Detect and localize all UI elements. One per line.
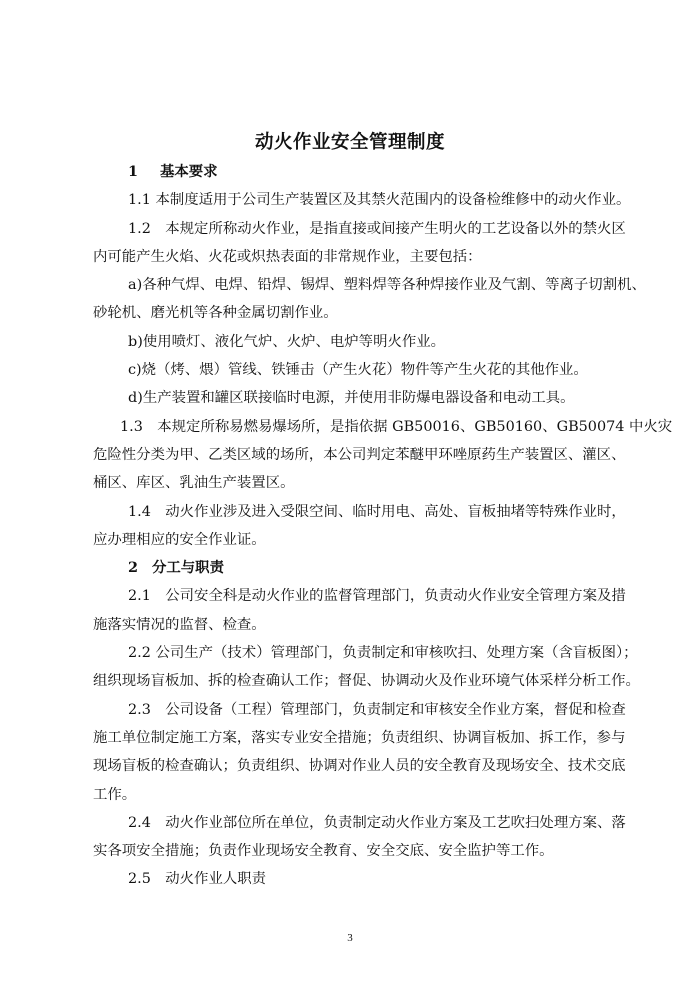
paragraph [93, 384, 615, 412]
paragraph-line: 应办理相应的安全作业证。 [93, 531, 266, 548]
paragraph [93, 186, 631, 214]
paragraph [93, 865, 615, 893]
paragraph-line: 内可能产生火焰、火花或炽热表面的非常规作业，主要包括： [93, 248, 482, 265]
paragraph-line: 施落实情况的监督、检查。 [93, 616, 266, 633]
paragraph-line: 工作。 [93, 786, 137, 803]
paragraph-line: 组织现场盲板加、拆的检查确认工作；督促、协调动火及作业环境气体采样分析工作。 [93, 673, 640, 690]
paragraph-line: c)烧（烤、煨）管线、铁锤击（产生火花）物件等产生火花的其他作业。 [128, 362, 588, 379]
paragraph-line: 桶区、库区、乳油生产装置区。 [93, 475, 295, 492]
paragraph-line: 1.3 本规定所称易燃易爆场所，是指依据 GB50016、GB50160、GB50074 中火灾 [120, 418, 673, 435]
paragraph-line: 1.2 本规定所称动火作业，是指直接或间接产生明火的工艺设备以外的禁火区 [128, 220, 626, 237]
paragraph-line: a)各种气焊、电焊、铅焊、锡焊、塑料焊等各种焊接作业及气割、等离子切割机、 [128, 277, 646, 294]
paragraph-line: 1.4 动火作业涉及进入受限空间、临时用电、高处、盲板抽堵等特殊作业时， [128, 503, 626, 520]
section-number: 2 [128, 559, 139, 577]
paragraph-line: 砂轮机、磨光机等各种金属切割作业。 [93, 305, 338, 322]
paragraph-line: 2.4 动火作业部位所在单位，负责制定动火作业方案及工艺吹扫处理方案、落 [128, 814, 626, 831]
paragraph [93, 582, 626, 639]
paragraph-line: d)生产装置和罐区联接临时电源，并使用非防爆电器设备和电动工具。 [128, 390, 575, 407]
paragraph-line: 1.1 本制度适用于公司生产装置区及其禁火范围内的设备检维修中的动火作业。 [128, 192, 631, 209]
paragraph [93, 639, 640, 696]
paragraph [93, 696, 626, 809]
section-number: 1 [128, 163, 139, 180]
paragraph-line: b)使用喷灯、液化气炉、火炉、电炉等明火作业。 [128, 333, 446, 350]
paragraph [93, 215, 626, 272]
page-number: 3 [347, 932, 353, 944]
paragraph-line: 2.1 公司安全科是动火作业的监督管理部门，负责动火作业安全管理方案及措 [128, 588, 626, 605]
section-heading [93, 554, 615, 582]
paragraph [93, 498, 626, 555]
document-title: 动火作业安全管理制度 [254, 132, 445, 153]
paragraph [93, 328, 615, 356]
paragraph-line: 2.5 动火作业人职责 [128, 871, 267, 888]
document-body [93, 158, 673, 894]
paragraph-line: 2.3 公司设备（工程）管理部门，负责制定和审核安全作业方案，督促和检查 [128, 701, 626, 718]
section-title: 基本要求 [160, 163, 218, 180]
paragraph [93, 356, 615, 384]
paragraph-line: 2.2 公司生产（技术）管理部门，负责制定和审核吹扫、处理方案（含盲板图）； [128, 645, 638, 662]
paragraph [93, 271, 646, 328]
section-heading [93, 158, 615, 186]
paragraph-line: 危险性分类为甲、乙类区域的场所，本公司判定苯醚甲环唑原药生产装置区、灌区、 [93, 446, 626, 463]
paragraph-line: 施工单位制定施工方案，落实专业安全措施；负责组织、协调盲板加、拆工作，参与 [93, 729, 626, 746]
paragraph-line: 现场盲板的检查确认；负责组织、协调对作业人员的安全教育及现场安全、技术交底 [93, 758, 626, 775]
paragraph [93, 809, 626, 866]
section-title: 分工与职责 [152, 559, 224, 577]
paragraph-line: 实各项安全措施；负责作业现场安全教育、安全交底、安全监护等工作。 [93, 843, 554, 860]
paragraph [93, 413, 673, 498]
